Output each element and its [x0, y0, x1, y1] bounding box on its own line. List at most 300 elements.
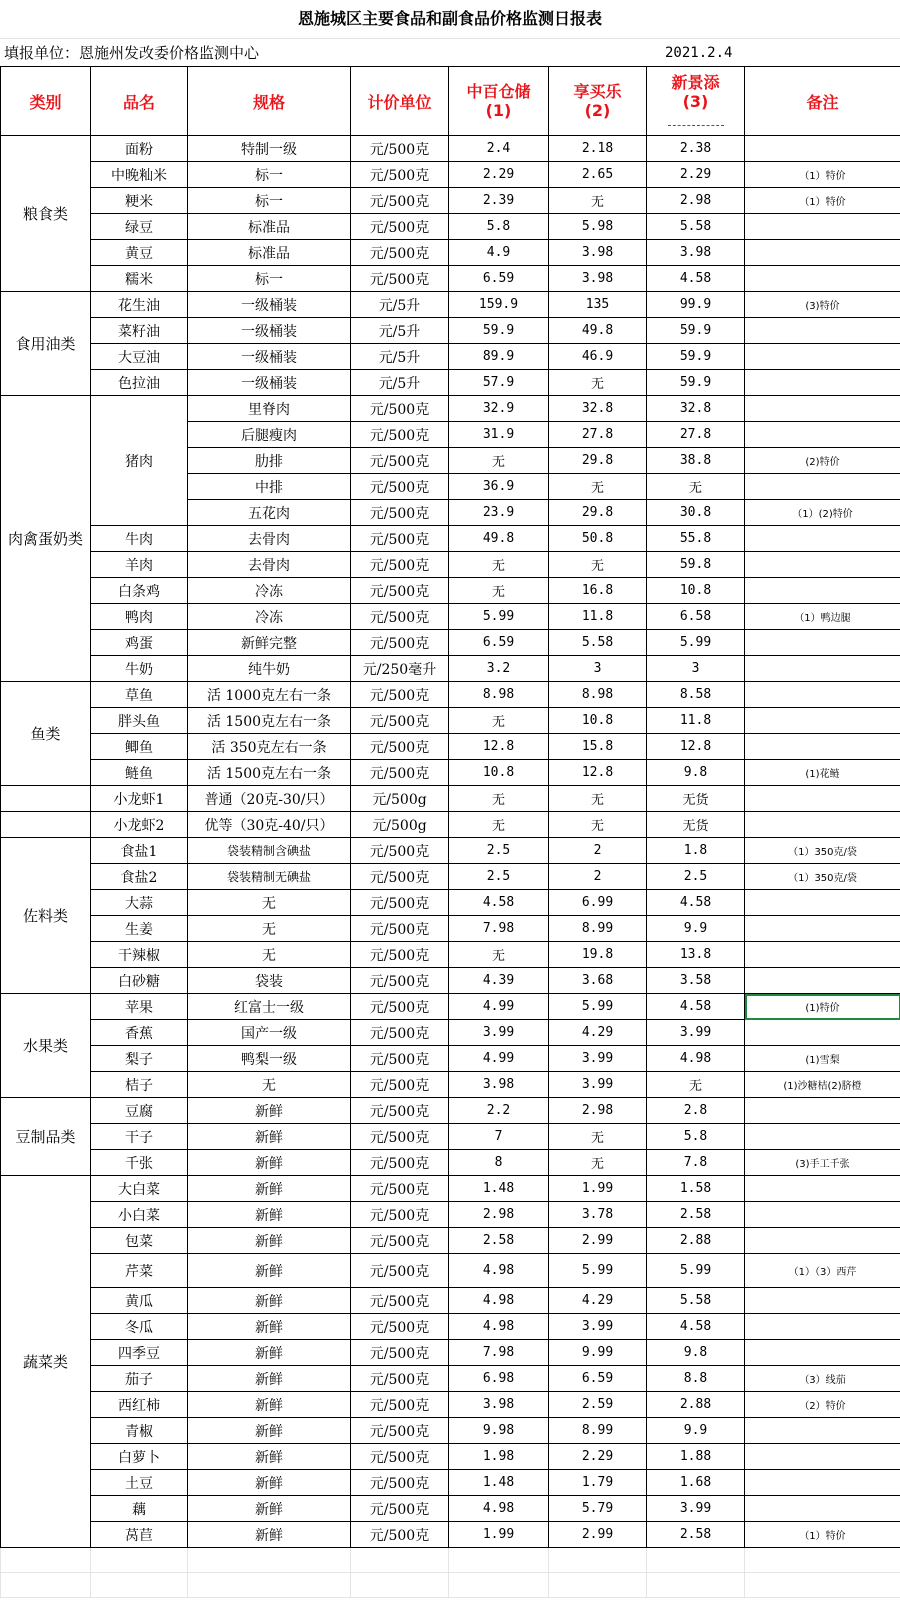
spec-cell[interactable]: 新鲜 — [188, 1124, 351, 1150]
price-cell-store-1[interactable]: 无 — [449, 942, 549, 968]
category-cell[interactable]: 食用油类 — [1, 292, 91, 396]
note-cell[interactable] — [745, 1202, 900, 1228]
empty-cell[interactable] — [91, 1548, 188, 1573]
note-cell[interactable] — [745, 942, 900, 968]
note-cell[interactable] — [745, 1496, 900, 1522]
unit-cell[interactable]: 元/500克 — [351, 1176, 449, 1202]
price-cell-store-2[interactable]: 46.9 — [549, 344, 647, 370]
unit-cell[interactable]: 元/500克 — [351, 1098, 449, 1124]
price-cell-store-3[interactable]: 32.8 — [647, 396, 745, 422]
spec-cell[interactable]: 一级桶装 — [188, 370, 351, 396]
spec-cell[interactable]: 袋装精制无碘盐 — [188, 864, 351, 890]
spec-cell[interactable]: 纯牛奶 — [188, 656, 351, 682]
note-cell[interactable] — [745, 890, 900, 916]
price-cell-store-2[interactable]: 6.59 — [549, 1366, 647, 1392]
price-cell-store-3[interactable]: 3.99 — [647, 1020, 745, 1046]
price-cell-store-3[interactable]: 2.5 — [647, 864, 745, 890]
spec-cell[interactable]: 新鲜 — [188, 1366, 351, 1392]
spec-cell[interactable]: 五花肉 — [188, 500, 351, 526]
item-name-cell[interactable]: 小龙虾2 — [91, 812, 188, 838]
note-cell[interactable]: （1）（3）西芹 — [745, 1254, 900, 1288]
empty-cell[interactable] — [351, 1573, 449, 1598]
price-cell-store-1[interactable]: 6.59 — [449, 266, 549, 292]
price-cell-store-2[interactable]: 135 — [549, 292, 647, 318]
empty-cell[interactable] — [188, 1548, 351, 1573]
unit-cell[interactable]: 元/500克 — [351, 994, 449, 1020]
price-cell-store-3[interactable]: 38.8 — [647, 448, 745, 474]
note-cell[interactable]: (2)特价 — [745, 448, 900, 474]
unit-cell[interactable]: 元/500克 — [351, 162, 449, 188]
unit-cell[interactable]: 元/500克 — [351, 942, 449, 968]
price-cell-store-2[interactable]: 27.8 — [549, 422, 647, 448]
price-cell-store-1[interactable]: 1.48 — [449, 1470, 549, 1496]
price-cell-store-1[interactable]: 4.98 — [449, 1254, 549, 1288]
price-cell-store-1[interactable]: 2.58 — [449, 1228, 549, 1254]
unit-cell[interactable]: 元/500克 — [351, 1254, 449, 1288]
unit-cell[interactable]: 元/500克 — [351, 578, 449, 604]
price-cell-store-2[interactable]: 2.99 — [549, 1228, 647, 1254]
price-cell-store-3[interactable]: 4.58 — [647, 994, 745, 1020]
spec-cell[interactable]: 新鲜 — [188, 1288, 351, 1314]
empty-cell[interactable] — [647, 1573, 745, 1598]
unit-cell[interactable]: 元/500克 — [351, 188, 449, 214]
price-cell-store-2[interactable]: 11.8 — [549, 604, 647, 630]
note-cell[interactable] — [745, 370, 900, 396]
header-store-3[interactable] — [647, 67, 745, 136]
note-cell[interactable] — [745, 968, 900, 994]
note-cell[interactable]: （1）鸭边腿 — [745, 604, 900, 630]
header-name[interactable]: 品名 — [91, 67, 188, 136]
price-cell-store-3[interactable]: 13.8 — [647, 942, 745, 968]
price-cell-store-3[interactable]: 3.58 — [647, 968, 745, 994]
unit-cell[interactable]: 元/500克 — [351, 1202, 449, 1228]
price-cell-store-1[interactable]: 4.98 — [449, 1314, 549, 1340]
spec-cell[interactable]: 新鲜 — [188, 1340, 351, 1366]
spec-cell[interactable]: 新鲜 — [188, 1176, 351, 1202]
unit-cell[interactable]: 元/500g — [351, 812, 449, 838]
spec-cell[interactable]: 无 — [188, 942, 351, 968]
price-cell-store-1[interactable]: 6.98 — [449, 1366, 549, 1392]
price-cell-store-2[interactable]: 8.98 — [549, 682, 647, 708]
spec-cell[interactable]: 一级桶装 — [188, 318, 351, 344]
unit-cell[interactable]: 元/5升 — [351, 318, 449, 344]
category-cell[interactable]: 水果类 — [1, 994, 91, 1098]
price-cell-store-2[interactable]: 3.68 — [549, 968, 647, 994]
price-cell-store-3[interactable]: 2.58 — [647, 1522, 745, 1548]
price-cell-store-3[interactable]: 1.68 — [647, 1470, 745, 1496]
price-cell-store-3[interactable]: 99.9 — [647, 292, 745, 318]
header-store-2[interactable] — [549, 67, 647, 136]
price-cell-store-1[interactable]: 89.9 — [449, 344, 549, 370]
spec-cell[interactable]: 活 1000克左右一条 — [188, 682, 351, 708]
item-name-cell[interactable]: 糯米 — [91, 266, 188, 292]
price-cell-store-1[interactable]: 无 — [449, 552, 549, 578]
item-name-cell[interactable]: 苹果 — [91, 994, 188, 1020]
unit-cell[interactable]: 元/250毫升 — [351, 656, 449, 682]
unit-cell[interactable]: 元/500克 — [351, 1522, 449, 1548]
spec-cell[interactable]: 标一 — [188, 188, 351, 214]
price-cell-store-2[interactable]: 5.99 — [549, 1254, 647, 1288]
price-cell-store-3[interactable]: 5.99 — [647, 1254, 745, 1288]
item-name-cell[interactable]: 羊肉 — [91, 552, 188, 578]
price-cell-store-3[interactable]: 6.58 — [647, 604, 745, 630]
price-cell-store-2[interactable]: 3.98 — [549, 240, 647, 266]
unit-cell[interactable]: 元/500克 — [351, 422, 449, 448]
note-cell[interactable] — [745, 1340, 900, 1366]
price-cell-store-1[interactable]: 2.2 — [449, 1098, 549, 1124]
spec-cell[interactable]: 新鲜 — [188, 1150, 351, 1176]
item-name-cell[interactable]: 绿豆 — [91, 214, 188, 240]
price-cell-store-2[interactable]: 29.8 — [549, 448, 647, 474]
item-name-cell[interactable]: 干辣椒 — [91, 942, 188, 968]
note-cell[interactable] — [745, 812, 900, 838]
note-cell[interactable]: （1）350克/袋 — [745, 838, 900, 864]
price-cell-store-3[interactable]: 2.8 — [647, 1098, 745, 1124]
price-cell-store-3[interactable]: 1.8 — [647, 838, 745, 864]
item-name-cell[interactable]: 桔子 — [91, 1072, 188, 1098]
item-name-cell[interactable]: 鸡蛋 — [91, 630, 188, 656]
price-cell-store-2[interactable]: 6.99 — [549, 890, 647, 916]
item-name-cell[interactable]: 花生油 — [91, 292, 188, 318]
price-cell-store-1[interactable]: 4.39 — [449, 968, 549, 994]
note-cell[interactable] — [745, 916, 900, 942]
note-cell[interactable] — [745, 656, 900, 682]
spec-cell[interactable]: 冷冻 — [188, 604, 351, 630]
note-cell[interactable] — [745, 1444, 900, 1470]
spec-cell[interactable]: 优等（30克-40/只） — [188, 812, 351, 838]
price-cell-store-2[interactable]: 2.29 — [549, 1444, 647, 1470]
category-cell[interactable] — [1, 812, 91, 838]
empty-cell[interactable] — [351, 1548, 449, 1573]
price-cell-store-2[interactable]: 12.8 — [549, 760, 647, 786]
empty-cell[interactable] — [1, 1573, 91, 1598]
note-cell[interactable] — [745, 630, 900, 656]
spec-cell[interactable]: 去骨肉 — [188, 526, 351, 552]
price-cell-store-3[interactable]: 1.88 — [647, 1444, 745, 1470]
price-cell-store-2[interactable]: 5.99 — [549, 994, 647, 1020]
item-name-cell[interactable]: 包菜 — [91, 1228, 188, 1254]
spec-cell[interactable]: 后腿瘦肉 — [188, 422, 351, 448]
price-cell-store-1[interactable]: 31.9 — [449, 422, 549, 448]
price-cell-store-3[interactable]: 59.9 — [647, 370, 745, 396]
price-cell-store-1[interactable]: 无 — [449, 578, 549, 604]
unit-cell[interactable]: 元/500克 — [351, 1314, 449, 1340]
item-name-cell[interactable]: 面粉 — [91, 136, 188, 162]
price-cell-store-3[interactable]: 3.98 — [647, 240, 745, 266]
category-cell[interactable]: 佐料类 — [1, 838, 91, 994]
unit-cell[interactable]: 元/500克 — [351, 396, 449, 422]
price-cell-store-3[interactable]: 4.58 — [647, 890, 745, 916]
item-name-cell[interactable]: 芹菜 — [91, 1254, 188, 1288]
price-cell-store-1[interactable]: 12.8 — [449, 734, 549, 760]
note-cell[interactable]: （1）特价 — [745, 1522, 900, 1548]
unit-cell[interactable]: 元/500克 — [351, 1288, 449, 1314]
item-name-cell[interactable]: 草鱼 — [91, 682, 188, 708]
price-cell-store-1[interactable]: 4.9 — [449, 240, 549, 266]
price-cell-store-2[interactable]: 50.8 — [549, 526, 647, 552]
price-cell-store-1[interactable]: 无 — [449, 812, 549, 838]
price-cell-store-3[interactable]: 59.9 — [647, 344, 745, 370]
unit-cell[interactable]: 元/500克 — [351, 1444, 449, 1470]
item-name-cell[interactable]: 冬瓜 — [91, 1314, 188, 1340]
spec-cell[interactable]: 活 1500克左右一条 — [188, 760, 351, 786]
item-name-cell[interactable]: 豆腐 — [91, 1098, 188, 1124]
price-cell-store-3[interactable]: 4.58 — [647, 266, 745, 292]
price-cell-store-3[interactable]: 9.8 — [647, 1340, 745, 1366]
item-name-cell[interactable]: 胖头鱼 — [91, 708, 188, 734]
item-name-cell[interactable]: 粳米 — [91, 188, 188, 214]
category-cell[interactable]: 豆制品类 — [1, 1098, 91, 1176]
note-cell[interactable]: (1)沙糖桔(2)脐橙 — [745, 1072, 900, 1098]
unit-cell[interactable]: 元/500克 — [351, 1072, 449, 1098]
price-cell-store-1[interactable]: 4.98 — [449, 1496, 549, 1522]
price-cell-store-3[interactable]: 12.8 — [647, 734, 745, 760]
price-cell-store-2[interactable]: 2.18 — [549, 136, 647, 162]
spec-cell[interactable]: 鸭梨一级 — [188, 1046, 351, 1072]
price-cell-store-3[interactable]: 2.98 — [647, 188, 745, 214]
price-cell-store-3[interactable]: 3.99 — [647, 1496, 745, 1522]
item-name-cell[interactable]: 藕 — [91, 1496, 188, 1522]
item-name-cell[interactable]: 土豆 — [91, 1470, 188, 1496]
price-cell-store-3[interactable]: 59.9 — [647, 318, 745, 344]
price-cell-store-2[interactable]: 4.29 — [549, 1288, 647, 1314]
price-cell-store-1[interactable]: 7.98 — [449, 1340, 549, 1366]
unit-cell[interactable]: 元/500克 — [351, 474, 449, 500]
price-cell-store-2[interactable]: 2.99 — [549, 1522, 647, 1548]
price-cell-store-1[interactable]: 59.9 — [449, 318, 549, 344]
price-cell-store-2[interactable]: 15.8 — [549, 734, 647, 760]
item-name-cell[interactable]: 生姜 — [91, 916, 188, 942]
unit-cell[interactable]: 元/500克 — [351, 214, 449, 240]
unit-cell[interactable]: 元/500克 — [351, 916, 449, 942]
item-name-cell[interactable]: 大蒜 — [91, 890, 188, 916]
unit-cell[interactable]: 元/500克 — [351, 136, 449, 162]
header-unit[interactable]: 计价单位 — [351, 67, 449, 136]
spec-cell[interactable]: 新鲜 — [188, 1314, 351, 1340]
price-cell-store-2[interactable]: 无 — [549, 786, 647, 812]
unit-cell[interactable]: 元/500克 — [351, 1020, 449, 1046]
price-cell-store-2[interactable]: 2 — [549, 838, 647, 864]
note-cell[interactable] — [745, 214, 900, 240]
unit-cell[interactable]: 元/500克 — [351, 1366, 449, 1392]
price-cell-store-3[interactable]: 1.58 — [647, 1176, 745, 1202]
note-cell[interactable] — [745, 1288, 900, 1314]
note-cell[interactable] — [745, 552, 900, 578]
price-cell-store-2[interactable]: 8.99 — [549, 1418, 647, 1444]
item-name-cell[interactable]: 青椒 — [91, 1418, 188, 1444]
unit-cell[interactable]: 元/500克 — [351, 552, 449, 578]
price-cell-store-1[interactable]: 5.99 — [449, 604, 549, 630]
note-cell[interactable]: （1）(2)特价 — [745, 500, 900, 526]
category-cell[interactable] — [1, 786, 91, 812]
price-cell-store-1[interactable]: 3.99 — [449, 1020, 549, 1046]
price-cell-store-2[interactable]: 19.8 — [549, 942, 647, 968]
item-name-cell[interactable]: 鲫鱼 — [91, 734, 188, 760]
unit-cell[interactable]: 元/500克 — [351, 1470, 449, 1496]
price-cell-store-2[interactable]: 3.98 — [549, 266, 647, 292]
note-cell[interactable] — [745, 526, 900, 552]
empty-cell[interactable] — [449, 1548, 549, 1573]
item-name-cell[interactable]: 大白菜 — [91, 1176, 188, 1202]
price-cell-store-2[interactable]: 3.99 — [549, 1314, 647, 1340]
spec-cell[interactable]: 标一 — [188, 266, 351, 292]
price-cell-store-1[interactable]: 6.59 — [449, 630, 549, 656]
price-cell-store-2[interactable]: 3.99 — [549, 1046, 647, 1072]
spec-cell[interactable]: 一级桶装 — [188, 292, 351, 318]
item-name-cell[interactable]: 茄子 — [91, 1366, 188, 1392]
header-note[interactable]: 备注 — [745, 67, 900, 136]
price-cell-store-3[interactable]: 30.8 — [647, 500, 745, 526]
note-cell[interactable] — [745, 344, 900, 370]
note-cell[interactable] — [745, 734, 900, 760]
empty-cell[interactable] — [549, 1548, 647, 1573]
category-cell[interactable]: 粮食类 — [1, 136, 91, 292]
note-cell[interactable]: （3）线茄 — [745, 1366, 900, 1392]
note-cell[interactable] — [745, 708, 900, 734]
note-cell[interactable] — [745, 318, 900, 344]
unit-cell[interactable]: 元/500克 — [351, 734, 449, 760]
category-cell[interactable]: 鱼类 — [1, 682, 91, 786]
unit-cell[interactable]: 元/500克 — [351, 1046, 449, 1072]
unit-cell[interactable]: 元/5升 — [351, 292, 449, 318]
unit-cell[interactable]: 元/500克 — [351, 240, 449, 266]
note-cell[interactable] — [745, 1176, 900, 1202]
spec-cell[interactable]: 活 350克左右一条 — [188, 734, 351, 760]
empty-cell[interactable] — [1, 1548, 91, 1573]
spec-cell[interactable]: 袋装精制含碘盐 — [188, 838, 351, 864]
price-cell-store-1[interactable]: 57.9 — [449, 370, 549, 396]
note-cell[interactable]: （1）特价 — [745, 162, 900, 188]
spec-cell[interactable]: 新鲜 — [188, 1418, 351, 1444]
price-cell-store-3[interactable]: 8.58 — [647, 682, 745, 708]
spec-cell[interactable]: 新鲜 — [188, 1522, 351, 1548]
note-cell[interactable]: (3)特价 — [745, 292, 900, 318]
price-cell-store-2[interactable]: 3 — [549, 656, 647, 682]
spec-cell[interactable]: 去骨肉 — [188, 552, 351, 578]
price-cell-store-3[interactable]: 4.98 — [647, 1046, 745, 1072]
price-cell-store-3[interactable]: 2.58 — [647, 1202, 745, 1228]
unit-cell[interactable]: 元/500克 — [351, 682, 449, 708]
price-cell-store-3[interactable]: 2.38 — [647, 136, 745, 162]
item-name-cell[interactable]: 梨子 — [91, 1046, 188, 1072]
price-cell-store-3[interactable]: 5.8 — [647, 1124, 745, 1150]
price-cell-store-3[interactable]: 7.8 — [647, 1150, 745, 1176]
header-spec[interactable]: 规格 — [188, 67, 351, 136]
item-name-cell[interactable]: 四季豆 — [91, 1340, 188, 1366]
item-name-cell[interactable]: 千张 — [91, 1150, 188, 1176]
item-name-cell[interactable]: 食盐2 — [91, 864, 188, 890]
spec-cell[interactable]: 新鲜 — [188, 1392, 351, 1418]
price-cell-store-2[interactable]: 3.78 — [549, 1202, 647, 1228]
price-cell-store-2[interactable]: 10.8 — [549, 708, 647, 734]
price-cell-store-2[interactable]: 49.8 — [549, 318, 647, 344]
price-cell-store-1[interactable]: 2.4 — [449, 136, 549, 162]
price-cell-store-1[interactable]: 8 — [449, 1150, 549, 1176]
spec-cell[interactable]: 新鲜 — [188, 1254, 351, 1288]
price-cell-store-2[interactable]: 4.29 — [549, 1020, 647, 1046]
note-cell[interactable] — [745, 1020, 900, 1046]
price-cell-store-3[interactable]: 2.29 — [647, 162, 745, 188]
empty-cell[interactable] — [745, 1548, 900, 1573]
price-cell-store-2[interactable]: 32.8 — [549, 396, 647, 422]
item-name-cell[interactable]: 白条鸡 — [91, 578, 188, 604]
spec-cell[interactable]: 中排 — [188, 474, 351, 500]
note-cell[interactable]: （1）350克/袋 — [745, 864, 900, 890]
unit-cell[interactable]: 元/500克 — [351, 604, 449, 630]
spec-cell[interactable]: 国产一级 — [188, 1020, 351, 1046]
item-name-cell[interactable]: 食盐1 — [91, 838, 188, 864]
note-cell[interactable] — [745, 240, 900, 266]
empty-cell[interactable] — [449, 1573, 549, 1598]
price-cell-store-2[interactable]: 1.99 — [549, 1176, 647, 1202]
price-cell-store-1[interactable]: 1.99 — [449, 1522, 549, 1548]
price-cell-store-3[interactable]: 2.88 — [647, 1228, 745, 1254]
spec-cell[interactable]: 特制一级 — [188, 136, 351, 162]
price-cell-store-1[interactable]: 3.98 — [449, 1392, 549, 1418]
price-cell-store-2[interactable]: 16.8 — [549, 578, 647, 604]
note-cell[interactable]: （2）特价 — [745, 1392, 900, 1418]
empty-cell[interactable] — [549, 1573, 647, 1598]
price-cell-store-3[interactable]: 11.8 — [647, 708, 745, 734]
note-cell[interactable] — [745, 136, 900, 162]
note-cell[interactable] — [745, 1124, 900, 1150]
price-cell-store-3[interactable]: 5.99 — [647, 630, 745, 656]
item-name-cell[interactable]: 干子 — [91, 1124, 188, 1150]
price-cell-store-2[interactable]: 9.99 — [549, 1340, 647, 1366]
spec-cell[interactable]: 冷冻 — [188, 578, 351, 604]
unit-cell[interactable]: 元/500克 — [351, 968, 449, 994]
price-cell-store-1[interactable]: 4.99 — [449, 1046, 549, 1072]
price-cell-store-3[interactable]: 4.58 — [647, 1314, 745, 1340]
spec-cell[interactable]: 标一 — [188, 162, 351, 188]
price-cell-store-1[interactable]: 159.9 — [449, 292, 549, 318]
price-cell-store-1[interactable]: 3.2 — [449, 656, 549, 682]
item-name-cell[interactable]: 香蕉 — [91, 1020, 188, 1046]
price-cell-store-1[interactable]: 2.98 — [449, 1202, 549, 1228]
item-name-cell[interactable]: 莴苣 — [91, 1522, 188, 1548]
price-cell-store-1[interactable]: 1.48 — [449, 1176, 549, 1202]
category-cell[interactable]: 蔬菜类 — [1, 1176, 91, 1548]
note-cell[interactable] — [745, 266, 900, 292]
price-cell-store-1[interactable]: 2.5 — [449, 838, 549, 864]
unit-cell[interactable]: 元/500克 — [351, 526, 449, 552]
note-cell[interactable]: (1)特价 — [745, 994, 900, 1020]
price-cell-store-2[interactable]: 无 — [549, 1124, 647, 1150]
spec-cell[interactable]: 标准品 — [188, 214, 351, 240]
price-cell-store-2[interactable]: 2 — [549, 864, 647, 890]
header-category[interactable]: 类别 — [1, 67, 91, 136]
unit-cell[interactable]: 元/500克 — [351, 1150, 449, 1176]
unit-cell[interactable]: 元/500克 — [351, 1418, 449, 1444]
note-cell[interactable] — [745, 474, 900, 500]
price-cell-store-2[interactable]: 5.79 — [549, 1496, 647, 1522]
unit-cell[interactable]: 元/500克 — [351, 708, 449, 734]
item-name-cell[interactable]: 中晚籼米 — [91, 162, 188, 188]
price-cell-store-2[interactable]: 无 — [549, 474, 647, 500]
unit-cell[interactable]: 元/500克 — [351, 266, 449, 292]
spec-cell[interactable]: 新鲜 — [188, 1444, 351, 1470]
unit-cell[interactable]: 元/500克 — [351, 864, 449, 890]
price-cell-store-2[interactable]: 5.98 — [549, 214, 647, 240]
price-cell-store-1[interactable]: 4.99 — [449, 994, 549, 1020]
spec-cell[interactable]: 新鲜完整 — [188, 630, 351, 656]
price-cell-store-2[interactable]: 5.58 — [549, 630, 647, 656]
price-cell-store-1[interactable]: 无 — [449, 786, 549, 812]
price-cell-store-3[interactable]: 8.8 — [647, 1366, 745, 1392]
item-name-cell[interactable]: 小龙虾1 — [91, 786, 188, 812]
price-cell-store-2[interactable]: 无 — [549, 812, 647, 838]
price-cell-store-2[interactable]: 无 — [549, 188, 647, 214]
